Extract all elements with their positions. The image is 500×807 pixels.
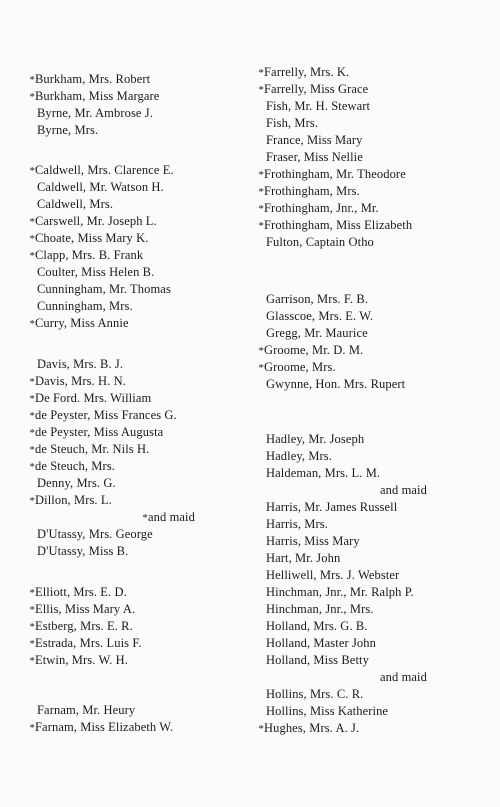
- list-item: [29, 720, 174, 735]
- passenger-name: Curry, Miss Annie: [35, 316, 129, 330]
- passenger-name: Farrelly, Miss Grace: [264, 82, 369, 96]
- list-item: [29, 493, 112, 508]
- list-item: [266, 292, 368, 306]
- passenger-name: Fulton, Captain Otho: [266, 235, 374, 249]
- passenger-name: Holland, Master John: [266, 636, 376, 650]
- list-item: [37, 180, 164, 194]
- asterisk-marker: *: [29, 318, 35, 330]
- asterisk-marker: *: [29, 638, 35, 650]
- list-item: [266, 116, 318, 130]
- asterisk-marker: *: [29, 621, 35, 633]
- passenger-name: Harris, Miss Mary: [266, 534, 360, 548]
- list-item: [266, 326, 368, 340]
- asterisk-marker: *: [29, 376, 35, 388]
- passenger-name: Holland, Miss Betty: [266, 653, 369, 667]
- list-item: [266, 99, 370, 113]
- asterisk-marker: *: [29, 427, 35, 439]
- list-item: [37, 197, 113, 211]
- passenger-name: Dillon, Mrs. L.: [35, 493, 112, 507]
- passenger-name: D'Utassy, Mrs. George: [37, 527, 153, 541]
- asterisk-marker: *: [29, 587, 35, 599]
- passenger-name: Hollins, Miss Katherine: [266, 704, 389, 718]
- list-item: [266, 133, 362, 147]
- asterisk-marker: *: [29, 216, 35, 228]
- list-item: [266, 377, 405, 391]
- list-item: [258, 184, 360, 199]
- passenger-name: and maid: [148, 510, 195, 524]
- passenger-name: Choate, Miss Mary K.: [35, 231, 149, 245]
- passenger-name: Etwin, Mrs. W. H.: [35, 653, 129, 667]
- list-item: [37, 106, 153, 120]
- list-item: [266, 653, 369, 667]
- passenger-name: France, Miss Mary: [266, 133, 363, 147]
- asterisk-marker: *: [142, 512, 148, 524]
- list-item: [266, 704, 388, 718]
- passenger-name: Cunningham, Mrs.: [37, 299, 133, 313]
- list-item: [37, 476, 116, 490]
- list-item: [37, 544, 128, 558]
- asterisk-marker: *: [258, 362, 264, 374]
- asterisk-marker: *: [258, 67, 264, 79]
- list-item: [258, 82, 369, 97]
- asterisk-marker: *: [29, 461, 35, 473]
- passenger-name: Farrelly, Mrs. K.: [264, 65, 350, 79]
- list-item: [266, 309, 373, 323]
- list-item: [266, 432, 364, 446]
- passenger-name: Denny, Mrs. G.: [37, 476, 116, 490]
- list-item: [258, 360, 336, 375]
- list-item: [266, 602, 374, 616]
- passenger-name: Hinchman, Jnr., Mrs.: [266, 602, 374, 616]
- list-item: [266, 551, 340, 565]
- passenger-name: Fish, Mr. H. Stewart: [266, 99, 371, 113]
- passenger-name: de Peyster, Miss Frances G.: [35, 408, 177, 422]
- passenger-name: Byrne, Mrs.: [37, 123, 99, 137]
- passenger-name: Byrne, Mr. Ambrose J.: [37, 106, 153, 120]
- list-item: [266, 636, 376, 650]
- passenger-name: Groome, Mrs.: [264, 360, 336, 374]
- list-item: [266, 449, 332, 463]
- passenger-name: Fraser, Miss Nellie: [266, 150, 363, 164]
- list-item: [29, 374, 126, 389]
- list-item: [29, 214, 157, 229]
- passenger-name: Hadley, Mrs.: [266, 449, 333, 463]
- passenger-name: and maid: [380, 483, 427, 497]
- asterisk-marker: *: [29, 495, 35, 507]
- passenger-name: Elliott, Mrs. E. D.: [35, 585, 127, 599]
- passenger-name: Harris, Mrs.: [266, 517, 328, 531]
- passenger-name: Caldwell, Mrs.: [37, 197, 114, 211]
- list-item: [29, 248, 144, 263]
- asterisk-marker: *: [258, 186, 264, 198]
- asterisk-marker: *: [258, 169, 264, 181]
- list-item: [266, 517, 328, 531]
- asterisk-marker: *: [29, 655, 35, 667]
- list-item: [266, 500, 397, 514]
- passenger-name: Garrison, Mrs. F. B.: [266, 292, 369, 306]
- passenger-name: Ellis, Miss Mary A.: [35, 602, 136, 616]
- passenger-name: Haldeman, Mrs. L. M.: [266, 466, 381, 480]
- passenger-name: Frothingham, Mr. Theodore: [264, 167, 406, 181]
- list-item: [29, 316, 129, 331]
- list-item: [29, 72, 151, 87]
- passenger-name: Caldwell, Mrs. Clarence E.: [35, 163, 174, 177]
- asterisk-marker: *: [29, 250, 35, 262]
- passenger-name: Hughes, Mrs. A. J.: [264, 721, 360, 735]
- passenger-name: Fish, Mrs.: [266, 116, 319, 130]
- list-item: [37, 123, 98, 137]
- passenger-name: Hinchman, Jnr., Mr. Ralph P.: [266, 585, 414, 599]
- list-item: [29, 653, 129, 668]
- passenger-name: D'Utassy, Miss B.: [37, 544, 129, 558]
- list-item: [266, 585, 414, 599]
- list-item: [258, 721, 360, 736]
- list-item: [258, 343, 364, 358]
- passenger-name: de Steuch, Mr. Nils H.: [35, 442, 150, 456]
- passenger-name: Farnam, Miss Elizabeth W.: [35, 720, 174, 734]
- passenger-name: Harris, Mr. James Russell: [266, 500, 398, 514]
- list-item: [29, 89, 160, 104]
- passenger-name: Frothingham, Jnr., Mr.: [264, 201, 379, 215]
- passenger-name: De Ford. Mrs. William: [35, 391, 152, 405]
- passenger-name: Davis, Mrs. H. N.: [35, 374, 126, 388]
- passenger-name: Gwynne, Hon. Mrs. Rupert: [266, 377, 406, 391]
- list-item: [29, 619, 133, 634]
- asterisk-marker: *: [29, 410, 35, 422]
- passenger-name: Farnam, Mr. Heury: [37, 703, 136, 717]
- list-item: [29, 602, 136, 617]
- passenger-name: Holland, Mrs. G. B.: [266, 619, 368, 633]
- list-item: [258, 167, 406, 182]
- list-item: [380, 670, 427, 684]
- list-item: [29, 408, 177, 423]
- passenger-name: Frothingham, Mrs.: [264, 184, 360, 198]
- list-item: [266, 534, 360, 548]
- list-item: [266, 568, 399, 582]
- list-item: [29, 585, 127, 600]
- asterisk-marker: *: [29, 165, 35, 177]
- list-item: [29, 391, 152, 406]
- passenger-name: Burkham, Miss Margare: [35, 89, 160, 103]
- passenger-name: Frothingham, Miss Elizabeth: [264, 218, 413, 232]
- passenger-name: Estberg, Mrs. E. R.: [35, 619, 133, 633]
- list-item: [258, 218, 413, 233]
- passenger-name: Davis, Mrs. B. J.: [37, 357, 124, 371]
- passenger-name: Cunningham, Mr. Thomas: [37, 282, 171, 296]
- list-item: [29, 425, 164, 440]
- passenger-name: Carswell, Mr. Joseph L.: [35, 214, 157, 228]
- asterisk-marker: *: [258, 84, 264, 96]
- passenger-name: Groome, Mr. D. M.: [264, 343, 364, 357]
- passenger-name: Glasscoe, Mrs. E. W.: [266, 309, 374, 323]
- list-item: [266, 235, 374, 249]
- list-item: [266, 687, 363, 701]
- passenger-name: Hollins, Mrs. C. R.: [266, 687, 364, 701]
- passenger-name: Caldwell, Mr. Watson H.: [37, 180, 164, 194]
- passenger-name: Burkham, Mrs. Robert: [35, 72, 151, 86]
- passenger-name: Hart, Mr. John: [266, 551, 341, 565]
- asterisk-marker: *: [258, 203, 264, 215]
- list-item: [29, 636, 142, 651]
- passenger-name: Coulter, Miss Helen B.: [37, 265, 155, 279]
- asterisk-marker: *: [29, 444, 35, 456]
- list-item: [142, 510, 195, 525]
- list-item: [37, 299, 133, 313]
- list-item: [266, 466, 380, 480]
- asterisk-marker: *: [29, 74, 35, 86]
- passenger-name: Estrada, Mrs. Luis F.: [35, 636, 142, 650]
- list-item: [258, 201, 379, 216]
- list-item: [37, 527, 153, 541]
- asterisk-marker: *: [29, 604, 35, 616]
- list-item: [266, 150, 363, 164]
- list-item: [266, 619, 368, 633]
- list-item: [37, 357, 123, 371]
- asterisk-marker: *: [258, 723, 264, 735]
- passenger-name: Helliwell, Mrs. J. Webster: [266, 568, 400, 582]
- asterisk-marker: *: [29, 722, 35, 734]
- list-item: [29, 459, 115, 474]
- list-item: [37, 282, 171, 296]
- list-item: [29, 442, 150, 457]
- list-item: [37, 265, 154, 279]
- passenger-name: de Steuch, Mrs.: [35, 459, 115, 473]
- passenger-name: Clapp, Mrs. B. Frank: [35, 248, 144, 262]
- asterisk-marker: *: [258, 220, 264, 232]
- asterisk-marker: *: [29, 393, 35, 405]
- list-item: [380, 483, 427, 497]
- asterisk-marker: *: [258, 345, 264, 357]
- passenger-name: de Peyster, Miss Augusta: [35, 425, 164, 439]
- list-item: [29, 163, 174, 178]
- list-item: [37, 703, 135, 717]
- passenger-name: Gregg, Mr. Maurice: [266, 326, 368, 340]
- asterisk-marker: *: [29, 91, 35, 103]
- passenger-name: and maid: [380, 670, 427, 684]
- asterisk-marker: *: [29, 233, 35, 245]
- list-item: [29, 231, 149, 246]
- passenger-name: Hadley, Mr. Joseph: [266, 432, 365, 446]
- list-item: [258, 65, 350, 80]
